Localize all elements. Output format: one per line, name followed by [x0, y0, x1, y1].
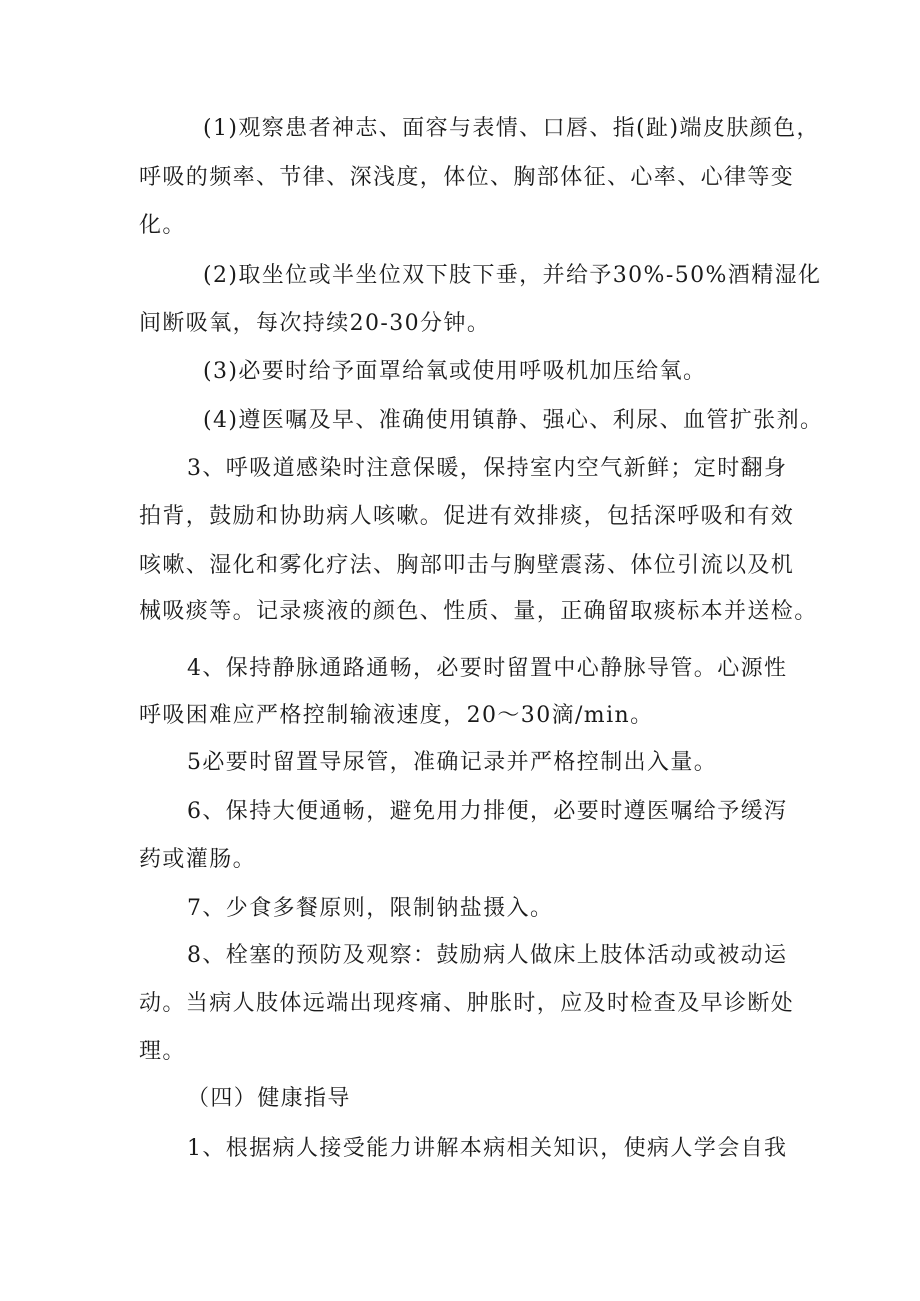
text-line-position: (2)取坐位或半坐位双下肢下垂，并给予30%-50%酒精湿化 [203, 263, 822, 288]
text-line: 呼吸的频率、节律、深浅度，体位、胸部体征、心率、心律等变 [139, 165, 795, 190]
text-line: 化。 [139, 213, 186, 238]
text-line: 间断吸氧，每次持续20-30分钟。 [139, 311, 491, 336]
text-line: 拍背，鼓励和协助病人咳嗽。促进有效排痰，包括深呼吸和有效 [139, 504, 795, 529]
text-line-item-7: 7、少食多餐原则，限制钠盐摄入。 [187, 896, 554, 921]
text-line: 理。 [139, 1039, 186, 1064]
text-line-item-4: 4、保持静脉通路通畅，必要时留置中心静脉导管。心源性 [187, 656, 788, 681]
text-line-oxygen: (3)必要时给予面罩给氧或使用呼吸机加压给氧。 [203, 359, 707, 384]
text-line-guidance-1: 1、根据病人接受能力讲解本病相关知识，使病人学会自我 [187, 1136, 788, 1161]
text-line: 动。当病人肢体远端出现疼痛、肿胀时，应及时检查及早诊断处 [139, 991, 795, 1016]
text-line-item-6: 6、保持大便通畅，避免用力排便，必要时遵医嘱给予缓泻 [187, 799, 788, 824]
section-heading-health-guidance: （四）健康指导 [187, 1086, 351, 1111]
text-line-item-8: 8、栓塞的预防及观察：鼓励病人做床上肢体活动或被动运 [187, 943, 788, 968]
text-line-observation: (1)观察患者神志、面容与表情、口唇、指(趾)端皮肤颜色， [203, 116, 820, 141]
text-line: 械吸痰等。记录痰液的颜色、性质、量，正确留取痰标本并送检。 [139, 599, 818, 624]
text-line-item-3: 3、呼吸道感染时注意保暖，保持室内空气新鲜；定时翻身 [187, 456, 788, 481]
text-line-medication: (4)遵医嘱及早、准确使用镇静、强心、利尿、血管扩张剂。 [203, 408, 824, 433]
text-line: 呼吸困难应严格控制输液速度，20～30滴/min。 [139, 703, 654, 728]
text-line: 药或灌肠。 [139, 847, 257, 872]
text-line: 咳嗽、湿化和雾化疗法、胸部叩击与胸壁震荡、体位引流以及机 [139, 553, 795, 578]
text-line-item-5: 5必要时留置导尿管，准确记录并严格控制出入量。 [187, 750, 718, 775]
